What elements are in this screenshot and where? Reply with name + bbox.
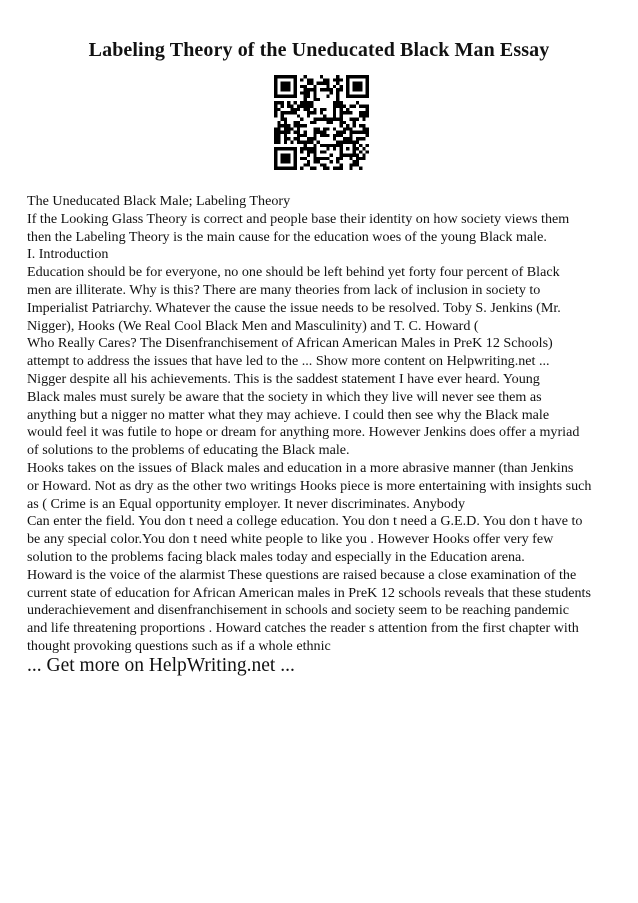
essay-line: would feel it was futile to hope or dream for anything more. However Jenkins does offer a myriad bbox=[27, 424, 580, 441]
essay-body bbox=[27, 193, 617, 656]
essay-line: men are illiterate. Why is this? There are many theories from lack of inclusion in society to bbox=[27, 281, 541, 298]
essay-line: and life threatening proportions . Howard catches the reader s attention from the first chapter with bbox=[27, 620, 579, 637]
essay-line: of solutions to the problems of educating the Black male. bbox=[27, 442, 350, 459]
document-title: Labeling Theory of the Uneducated Black Man Essay bbox=[88, 39, 550, 61]
essay-line: The Uneducated Black Male; Labeling Theory bbox=[27, 193, 291, 209]
essay-line: underachievement and disenfranchisement in schools and society seem to be reaching pandemic bbox=[27, 602, 570, 619]
essay-line: then the Labeling Theory is the main cause for the education woes of the young Black male. bbox=[27, 228, 547, 245]
get-more-link[interactable]: ... Get more on HelpWriting.net ... bbox=[27, 655, 295, 676]
qr-code-icon bbox=[274, 75, 369, 170]
essay-line: Nigger), Hooks (We Real Cool Black Men and Masculinity) and T. C. Howard ( bbox=[27, 317, 479, 334]
essay-line: Education should be for everyone, no one should be left behind yet forty four percent of Black bbox=[27, 264, 560, 281]
essay-line: Imperialist Patriarchy. Whatever the cause the issue needs to be resolved. Toby S. Jenkins (Mr. bbox=[27, 299, 561, 316]
essay-line: anything but a nigger no matter what they may achieve. I could then see why the Black male bbox=[27, 406, 550, 423]
essay-line: Can enter the field. You don t need a college education. You don t need a G.E.D. You don t have to bbox=[27, 513, 583, 530]
essay-line: Black males must surely be aware that the society in which they live will never see them as bbox=[27, 388, 542, 405]
essay-line: attempt to address the issues that have led to the ... Show more content on Helpwriting.net ... bbox=[27, 353, 550, 370]
qr-code-graphic bbox=[274, 75, 369, 170]
essay-line: as ( Crime is an Equal opportunity employer. It never discriminates. Anybody bbox=[27, 495, 465, 512]
essay-line: or Howard. Not as dry as the other two writings Hooks piece is more entertaining with insights such bbox=[27, 477, 592, 494]
essay-line: Howard is the voice of the alarmist These questions are raised because a close examination of the bbox=[27, 566, 577, 583]
essay-line: If the Looking Glass Theory is correct and people base their identity on how society views them bbox=[27, 210, 570, 227]
essay-line: solution to the problems facing black males today and especially in the Education arena. bbox=[27, 548, 525, 565]
essay-line: thought provoking questions such as if a whole ethnic bbox=[27, 637, 331, 654]
essay-line: current state of education for African American males in PreK 12 schools reveals that these students bbox=[27, 584, 591, 601]
essay-line: Nigger despite all his achievements. This is the saddest statement I have ever heard. Young bbox=[27, 370, 540, 387]
essay-line: I. Introduction bbox=[27, 246, 109, 263]
essay-line: Who Really Cares? The Disenfranchisement of African American Males in PreK 12 Schools) bbox=[27, 335, 553, 352]
essay-line: Hooks takes on the issues of Black males and education in a more abrasive manner (than Jenkins bbox=[27, 459, 574, 476]
essay-line: be any special color.You don t need white people to like you . However Hooks offer very few bbox=[27, 531, 554, 548]
